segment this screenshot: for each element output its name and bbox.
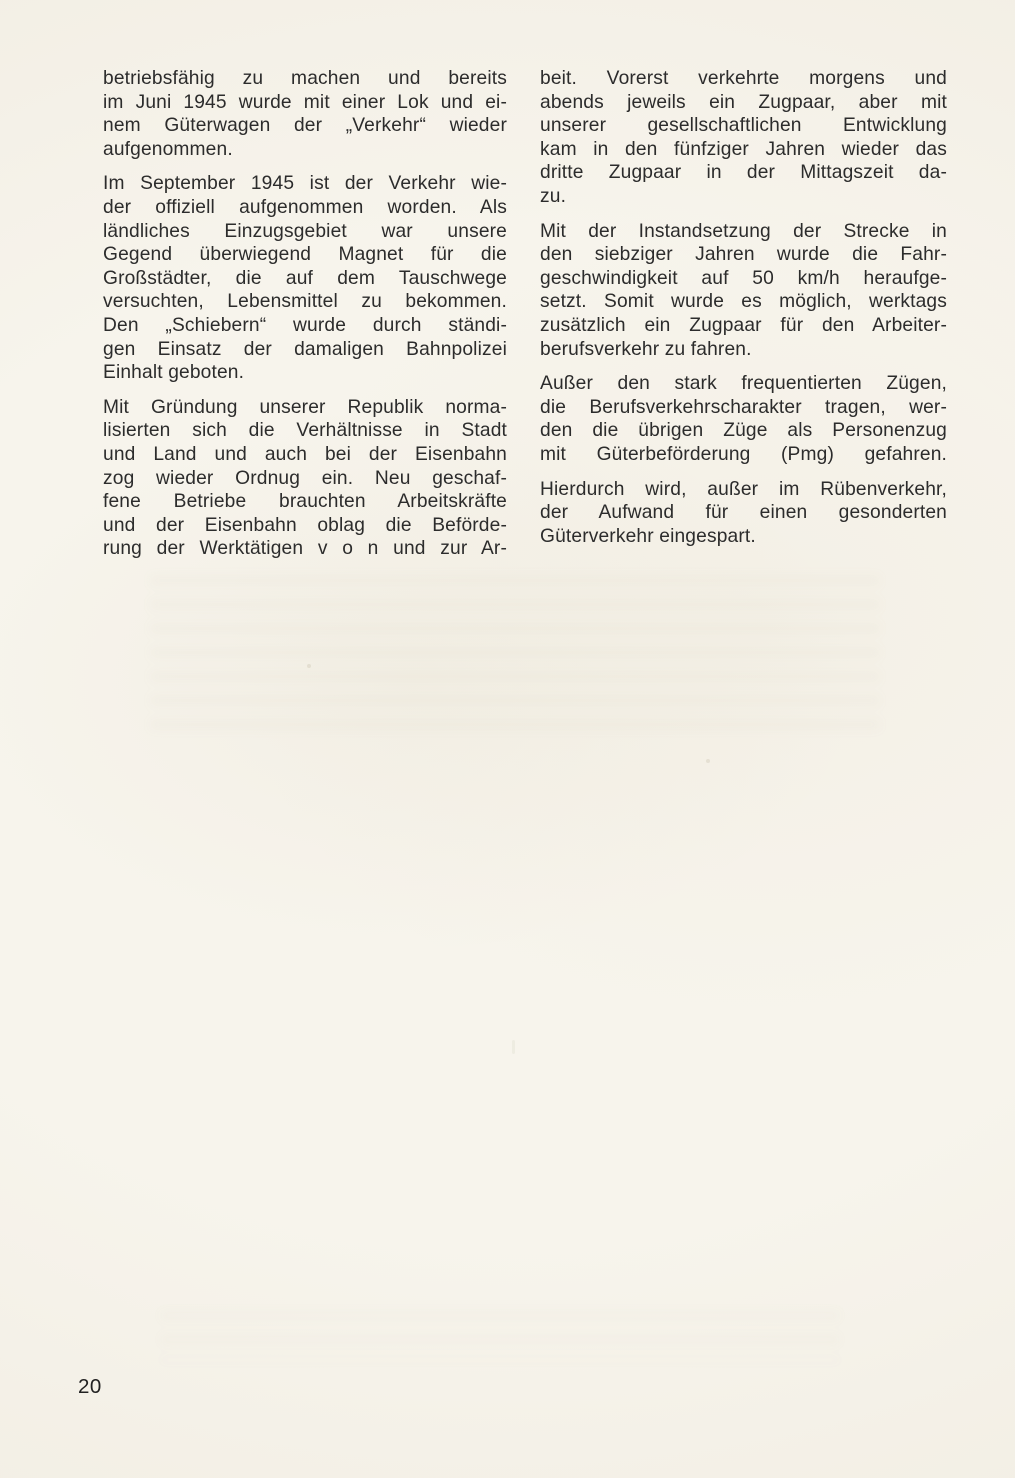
text-line: setzt. Somit wurde es möglich, werktags	[540, 291, 947, 313]
text-line: die Berufsverkehrscharakter tragen, wer-	[540, 396, 947, 418]
text-line: Einhalt geboten.	[103, 362, 245, 384]
text-line: Mit der Instandsetzung der Strecke in	[540, 220, 947, 242]
paragraph	[540, 220, 947, 362]
paragraph	[540, 67, 947, 209]
paper-bleedthrough-texture	[150, 575, 880, 740]
text-line: den siebziger Jahren wurde die Fahr-	[540, 244, 947, 266]
text-line: Hierdurch wird, außer im Rübenverkehr,	[540, 478, 947, 500]
text-line: unserer gesellschaftlichen Entwicklung	[540, 115, 947, 137]
text-line: zog wieder Ordnug ein. Neu geschaf-	[103, 467, 507, 489]
text-line: betriebsfähig zu machen und bereits	[103, 68, 507, 89]
text-line: berufsverkehr zu fahren.	[540, 338, 752, 360]
paragraph	[103, 172, 507, 384]
text-line: Gegend überwiegend Magnet für die	[103, 244, 507, 266]
paper-speck	[706, 759, 710, 763]
text-line: und Land und auch bei der Eisenbahn	[103, 443, 507, 465]
text-line: und der Eisenbahn oblag die Beförde-	[103, 514, 507, 536]
text-line: Güterverkehr eingespart.	[540, 525, 756, 547]
paper-bleedthrough-texture	[160, 1310, 840, 1362]
text-line: Im September 1945 ist der Verkehr wie-	[103, 173, 507, 195]
paragraph	[103, 396, 507, 561]
text-line: gen Einsatz der damaligen Bahnpolizei	[103, 338, 507, 360]
paper-speck	[307, 664, 311, 668]
text-line: abends jeweils ein Zugpaar, aber mit	[540, 91, 947, 113]
text-line: der offiziell aufgenommen worden. Als	[103, 196, 507, 218]
paragraph	[540, 478, 947, 549]
text-line: dritte Zugpaar in der Mittagszeit da-	[540, 162, 947, 184]
text-line: Mit Gründung unserer Republik norma-	[103, 396, 507, 418]
text-line: im Juni 1945 wurde mit einer Lok und ei-	[103, 91, 507, 113]
text-line: fene Betriebe brauchten Arbeitskräfte	[103, 491, 507, 513]
text-line: ländliches Einzugsgebiet war unsere	[103, 220, 507, 242]
text-line: Den „Schiebern“ wurde durch ständi-	[103, 314, 507, 336]
text-line: lisierten sich die Verhältnisse in Stadt	[103, 420, 507, 442]
text-line: Großstädter, die auf dem Tauschwege	[103, 267, 507, 289]
text-column-right	[540, 67, 947, 559]
text-line: nem Güterwagen der „Verkehr“ wieder	[103, 115, 507, 137]
page-number: 20	[78, 1375, 102, 1398]
text-column-left	[103, 67, 507, 572]
text-line: rung der Werktätigen v o n und zur Ar-	[103, 538, 507, 560]
text-line: zusätzlich ein Zugpaar für den Arbeiter-	[540, 314, 947, 336]
text-line: geschwindigkeit auf 50 km/h heraufge-	[540, 267, 947, 289]
paragraph	[103, 67, 507, 161]
text-line: Außer den stark frequentierten Zügen,	[540, 373, 947, 395]
text-line: kam in den fünfziger Jahren wieder das	[540, 138, 947, 160]
text-line: aufgenommen.	[103, 138, 233, 160]
text-line: beit. Vorerst verkehrte morgens und	[540, 68, 947, 89]
text-line: der Aufwand für einen gesonderten	[540, 502, 947, 524]
text-line: den die übrigen Züge als Personenzug	[540, 420, 947, 442]
paragraph	[540, 372, 947, 466]
text-line: zu.	[540, 185, 567, 207]
paper-speck	[512, 1040, 515, 1054]
text-line: versuchten, Lebensmittel zu bekommen.	[103, 291, 507, 313]
text-line: mit Güterbeförderung (Pmg) gefahren.	[540, 443, 947, 465]
